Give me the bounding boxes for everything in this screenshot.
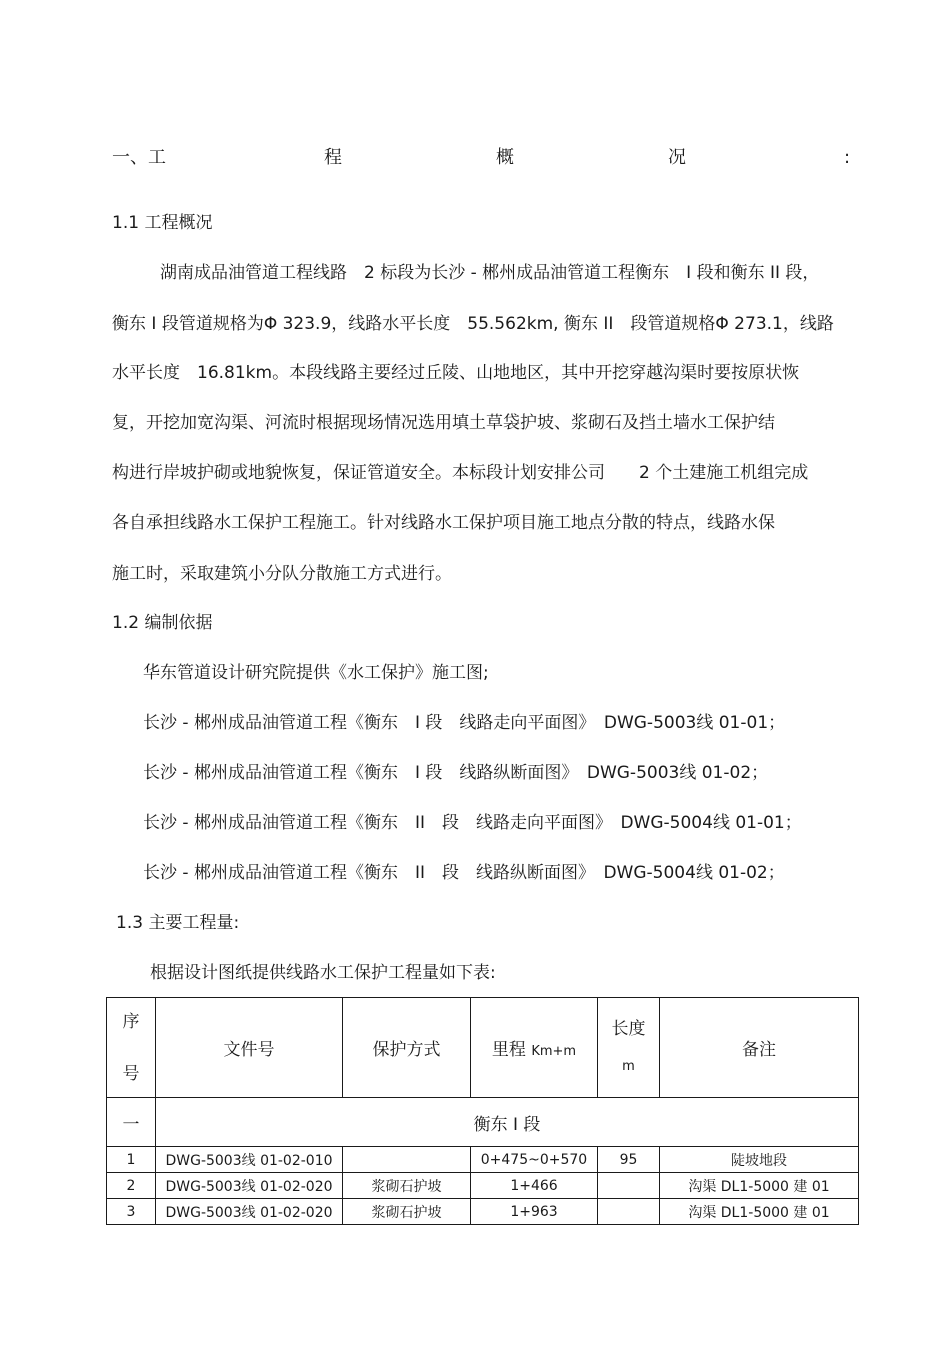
table-row: 2 DWG-5003线 01-02-020 浆砌石护坡 1+466 沟渠 DL1-5000 建 01 [107, 1173, 859, 1199]
table-row: 3 DWG-5003线 01-02-020 浆砌石护坡 1+963 沟渠 DL1-5000 建 01 [107, 1199, 859, 1225]
paragraph-line: 湖南成品油管道工程线路 2 标段为长沙 - 郴州成品油管道工程衡东 I 段和衡东 II 段， [160, 263, 820, 283]
reference-line: 长沙 - 郴州成品油管道工程《衡东 II 段 线路纵断面图》 DWG-5004线 01-02； [143, 863, 785, 883]
title-char: 概 [496, 147, 514, 168]
title-char: 程 [324, 147, 342, 168]
quantity-table [106, 997, 859, 1225]
header-seq: 序 号 [107, 998, 156, 1098]
title-char: 一、工 [112, 147, 166, 168]
page-title [112, 146, 854, 170]
paragraph-line: 水平长度 16.81km。本段线路主要经过丘陵、山地地区，其中开挖穿越沟渠时要按原状恢 [112, 363, 800, 383]
table-section-row [107, 1098, 859, 1147]
paragraph-line: 施工时，采取建筑小分队分散施工方式进行。 [112, 564, 452, 584]
section-heading: 1.3 主要工程量: [116, 913, 240, 933]
header-remark: 备注 [660, 998, 859, 1098]
reference-line: 长沙 - 郴州成品油管道工程《衡东 II 段 线路走向平面图》 DWG-5004线 01-01； [143, 813, 802, 833]
header-mileage: 里程 Km+m [471, 998, 598, 1098]
paragraph-line: 各自承担线路水工保护工程施工。针对线路水工保护项目施工地点分散的特点，线路水保 [112, 513, 775, 533]
section-seq: 一 [107, 1098, 156, 1147]
header-method: 保护方式 [343, 998, 471, 1098]
table-intro: 根据设计图纸提供线路水工保护工程量如下表: [150, 963, 496, 983]
table-row: 1 DWG-5003线 01-02-010 0+475~0+570 95 陡坡地段 [107, 1147, 859, 1173]
header-file-no: 文件号 [156, 998, 343, 1098]
reference-line: 长沙 - 郴州成品油管道工程《衡东 I 段 线路纵断面图》 DWG-5003线 01-02； [143, 763, 769, 783]
reference-line: 长沙 - 郴州成品油管道工程《衡东 I 段 线路走向平面图》 DWG-5003线 01-01； [143, 713, 786, 733]
paragraph-line: 衡东 I 段管道规格为Φ 323.9，线路水平长度 55.562km, 衡东 II 段管道规格Φ 273.1，线路 [112, 314, 834, 334]
title-char: 况 [668, 147, 686, 168]
reference-line: 华东管道设计研究院提供《水工保护》施工图; [143, 663, 489, 683]
section-heading: 1.1 工程概况 [112, 213, 213, 233]
section-label: 衡东 I 段 [156, 1098, 859, 1147]
table-header-row [107, 998, 859, 1098]
title-char: : [844, 147, 851, 168]
section-heading: 1.2 编制依据 [112, 613, 213, 633]
header-length: 长度 m [598, 998, 660, 1098]
paragraph-line: 构进行岸坡护砌或地貌恢复，保证管道安全。本标段计划安排公司 2 个土建施工机组完成 [112, 463, 809, 483]
paragraph-line: 复，开挖加宽沟渠、河流时根据现场情况选用填土草袋护坡、浆砌石及挡土墙水工保护结 [112, 413, 775, 433]
